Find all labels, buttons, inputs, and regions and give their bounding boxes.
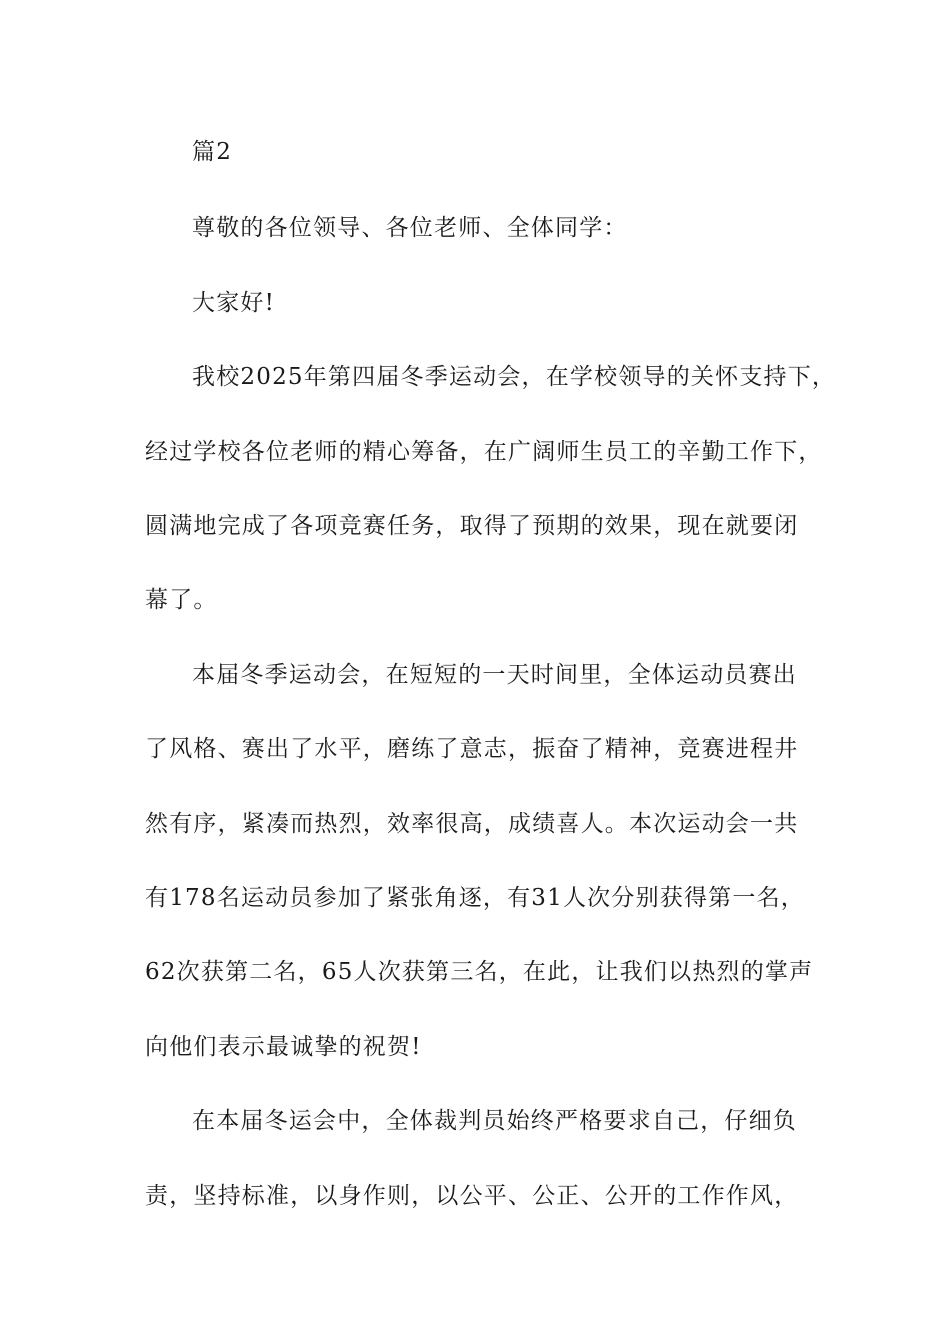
- paragraph-line: 幕了。: [145, 587, 218, 613]
- paragraph-line: 圆满地完成了各项竞赛任务，取得了预期的效果，现在就要闭: [145, 513, 799, 539]
- paragraph-line: 我校2025年第四届冬季运动会，在学校领导的关怀支持下，: [192, 364, 837, 390]
- paragraph-line: 在本届冬运会中，全体裁判员始终严格要求自己，仔细负: [192, 1108, 797, 1134]
- paragraph-line: 有178名运动员参加了紧张角逐，有31人次分别获得第一名，: [145, 885, 805, 911]
- paragraph-line: 然有序，紧凑而热烈，效率很高，成绩喜人。本次运动会一共: [145, 811, 799, 837]
- paragraph-line: 经过学校各位老师的精心筹备，在广阔师生员工的辛勤工作下，: [145, 439, 823, 465]
- paragraph-line: 向他们表示最诚挚的祝贺!: [145, 1034, 422, 1060]
- greeting-line: 大家好!: [192, 290, 276, 316]
- paragraph-line: 62次获第二名，65人次获第三名，在此，让我们以热烈的掌声: [145, 959, 814, 985]
- paragraph-line: 本届冬季运动会，在短短的一天时间里，全体运动员赛出: [192, 662, 797, 688]
- paragraph-line: 了风格、赛出了水平，磨练了意志，振奋了精神，竞赛进程井: [145, 736, 799, 762]
- salutation-line: 尊敬的各位领导、各位老师、全体同学：: [192, 215, 628, 241]
- section-label: 篇2: [192, 139, 233, 165]
- paragraph-line: 责，坚持标准，以身作则，以公平、公正、公开的工作作风，: [145, 1183, 799, 1209]
